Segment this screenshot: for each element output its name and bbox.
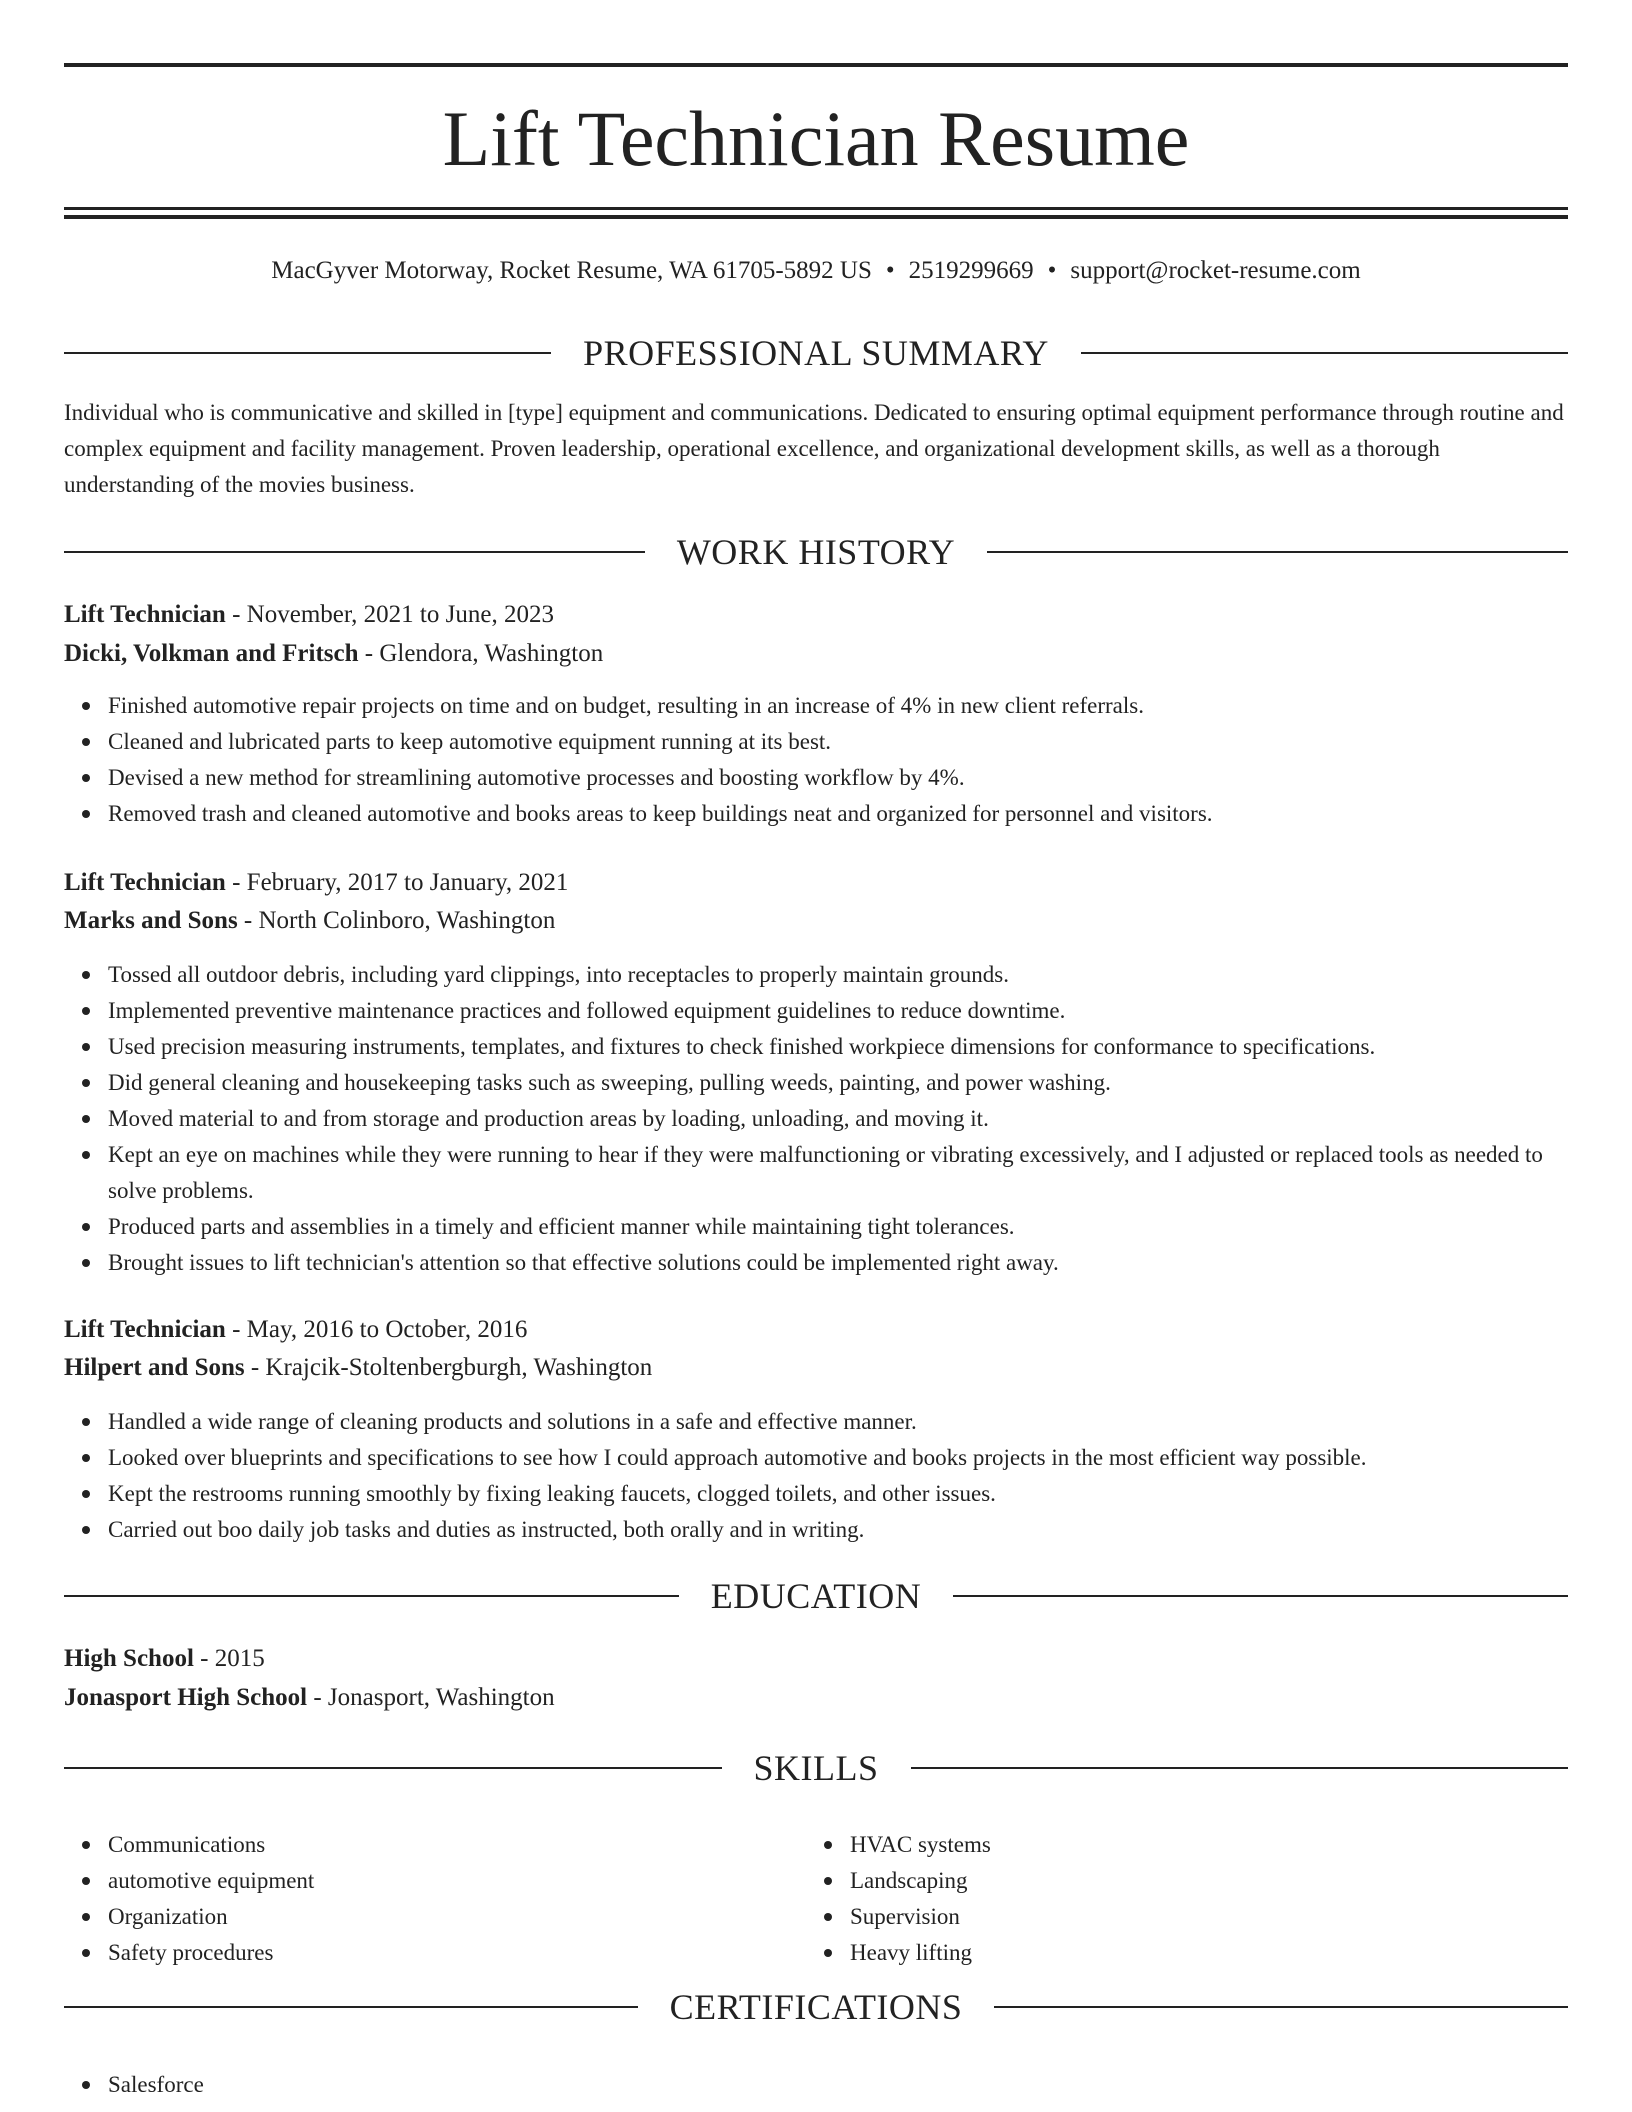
list-item: Salesforce (108, 2067, 1568, 2103)
list-item: Supervision (850, 1899, 1632, 1935)
contact-phone: 2519299669 (908, 257, 1034, 284)
education-school: Jonasport High School (64, 1684, 308, 1711)
list-item: Implemented preventive maintenance practices and followed equipment guidelines to reduce downtime. (108, 993, 1568, 1029)
heading-rule-right (994, 2006, 1568, 2008)
list-item: Removed trash and cleaned automotive and books areas to keep buildings neat and organized for personnel and visitors. (108, 796, 1568, 832)
job-title-line (64, 596, 1568, 634)
resume-title: Lift Technician Resume (442, 95, 1190, 182)
education-location: - Jonasport, Washington (307, 1684, 555, 1711)
certifications-list (64, 2067, 1568, 2103)
education-year: - 2015 (193, 1645, 265, 1672)
heading-rule-right (953, 1595, 1568, 1597)
job-location: - Glendora, Washington (358, 640, 604, 667)
job-title-line (64, 1311, 1568, 1349)
heading-rule-right (911, 1767, 1569, 1769)
job-company-line (64, 902, 1568, 940)
contact-address: MacGyver Motorway, Rocket Resume, WA 61705-5892 US (271, 257, 872, 284)
section-heading-skills (64, 1746, 1568, 1790)
job-bullets (64, 1404, 1568, 1548)
heading-rule-left (64, 2006, 638, 2008)
education-school-line (64, 1679, 1568, 1717)
section-heading-work-history (64, 530, 1568, 574)
job-title: Lift Technician (64, 1316, 226, 1343)
title-rule-lower (64, 215, 1568, 219)
top-rule (64, 63, 1568, 67)
job-company: Dicki, Volkman and Fritsch (64, 640, 359, 667)
education-degree: High School (64, 1645, 194, 1672)
heading-rule-left (64, 1767, 722, 1769)
list-item: Heavy lifting (850, 1935, 1632, 1971)
section-title: PROFESSIONAL SUMMARY (583, 333, 1049, 373)
list-item: Safety procedures (108, 1935, 1568, 1971)
list-item: Produced parts and assemblies in a timely and efficient manner while maintaining tight tolerances. (108, 1209, 1568, 1245)
summary-text: Individual who is communicative and skilled in [type] equipment and communications. Dedicated to ensuring optimal equipment performance through routine and complex equipment and facility management. Proven leadership, operational excellence, and organizational development skills, as well as a thorough understanding of the movies business. (64, 400, 1564, 497)
section-title: CERTIFICATIONS (669, 1987, 963, 2027)
list-item: Handled a wide range of cleaning products and solutions in a safe and effective manner. (108, 1404, 1568, 1440)
list-item: Devised a new method for streamlining automotive processes and boosting workflow by 4%. (108, 760, 1568, 796)
section-heading-certifications (64, 1985, 1568, 2029)
heading-rule-left (64, 1595, 679, 1597)
list-item: Communications (108, 1827, 1568, 1863)
list-item: Moved material to and from storage and production areas by loading, unloading, and moving it. (108, 1101, 1568, 1137)
section-title: WORK HISTORY (676, 532, 956, 572)
list-item: Kept the restrooms running smoothly by fixing leaking faucets, clogged toilets, and other issues. (108, 1476, 1568, 1512)
job-location: - North Colinboro, Washington (237, 907, 556, 934)
list-item: automotive equipment (108, 1863, 1568, 1899)
heading-rule-right (1081, 352, 1568, 354)
title-rule-upper (64, 207, 1568, 210)
skills-list-right (806, 1827, 1632, 1971)
list-item: Kept an eye on machines while they were running to hear if they were malfunctioning or vibrating excessively, and I adjusted or replaced tools as needed to solve problems. (108, 1137, 1568, 1209)
job-title: Lift Technician (64, 869, 226, 896)
job-dates: - May, 2016 to October, 2016 (225, 1316, 528, 1343)
job-company-line (64, 1349, 1568, 1387)
section-heading-summary (64, 331, 1568, 375)
heading-rule-left (64, 551, 645, 553)
job-company-line (64, 635, 1568, 673)
list-item: Organization (108, 1899, 1568, 1935)
list-item: Cleaned and lubricated parts to keep automotive equipment running at its best. (108, 724, 1568, 760)
list-item: Used precision measuring instruments, templates, and fixtures to check finished workpiece dimensions for conformance to specifications. (108, 1029, 1568, 1065)
job-company: Marks and Sons (64, 907, 238, 934)
contact-separator: • (885, 257, 895, 284)
contact-line (64, 253, 1568, 289)
job-location: - Krajcik-Stoltenbergburgh, Washington (244, 1354, 653, 1381)
heading-rule-right (987, 551, 1568, 553)
heading-rule-left (64, 352, 551, 354)
contact-email: support@rocket-resume.com (1070, 257, 1361, 284)
list-item: Looked over blueprints and specifications to see how I could approach automotive and books projects in the most efficient way possible. (108, 1440, 1568, 1476)
section-title: SKILLS (753, 1748, 879, 1788)
job-bullets (64, 957, 1568, 1281)
list-item: Brought issues to lift technician's attention so that effective solutions could be implemented right away. (108, 1245, 1568, 1281)
list-item: Landscaping (850, 1863, 1632, 1899)
section-title: EDUCATION (710, 1576, 922, 1616)
section-heading-education (64, 1574, 1568, 1618)
contact-separator: • (1047, 257, 1057, 284)
job-company: Hilpert and Sons (64, 1354, 245, 1381)
list-item: Carried out boo daily job tasks and duties as instructed, both orally and in writing. (108, 1512, 1568, 1548)
list-item: Tossed all outdoor debris, including yard clippings, into receptacles to properly maintain grounds. (108, 957, 1568, 993)
job-title-line (64, 864, 1568, 902)
job-title: Lift Technician (64, 601, 226, 628)
education-degree-line (64, 1640, 1568, 1678)
job-dates: - November, 2021 to June, 2023 (225, 601, 554, 628)
job-dates: - February, 2017 to January, 2021 (225, 869, 569, 896)
list-item: Did general cleaning and housekeeping tasks such as sweeping, pulling weeds, painting, and power washing. (108, 1065, 1568, 1101)
list-item: HVAC systems (850, 1827, 1632, 1863)
job-bullets (64, 688, 1568, 832)
list-item: Finished automotive repair projects on time and on budget, resulting in an increase of 4% in new client referrals. (108, 688, 1568, 724)
